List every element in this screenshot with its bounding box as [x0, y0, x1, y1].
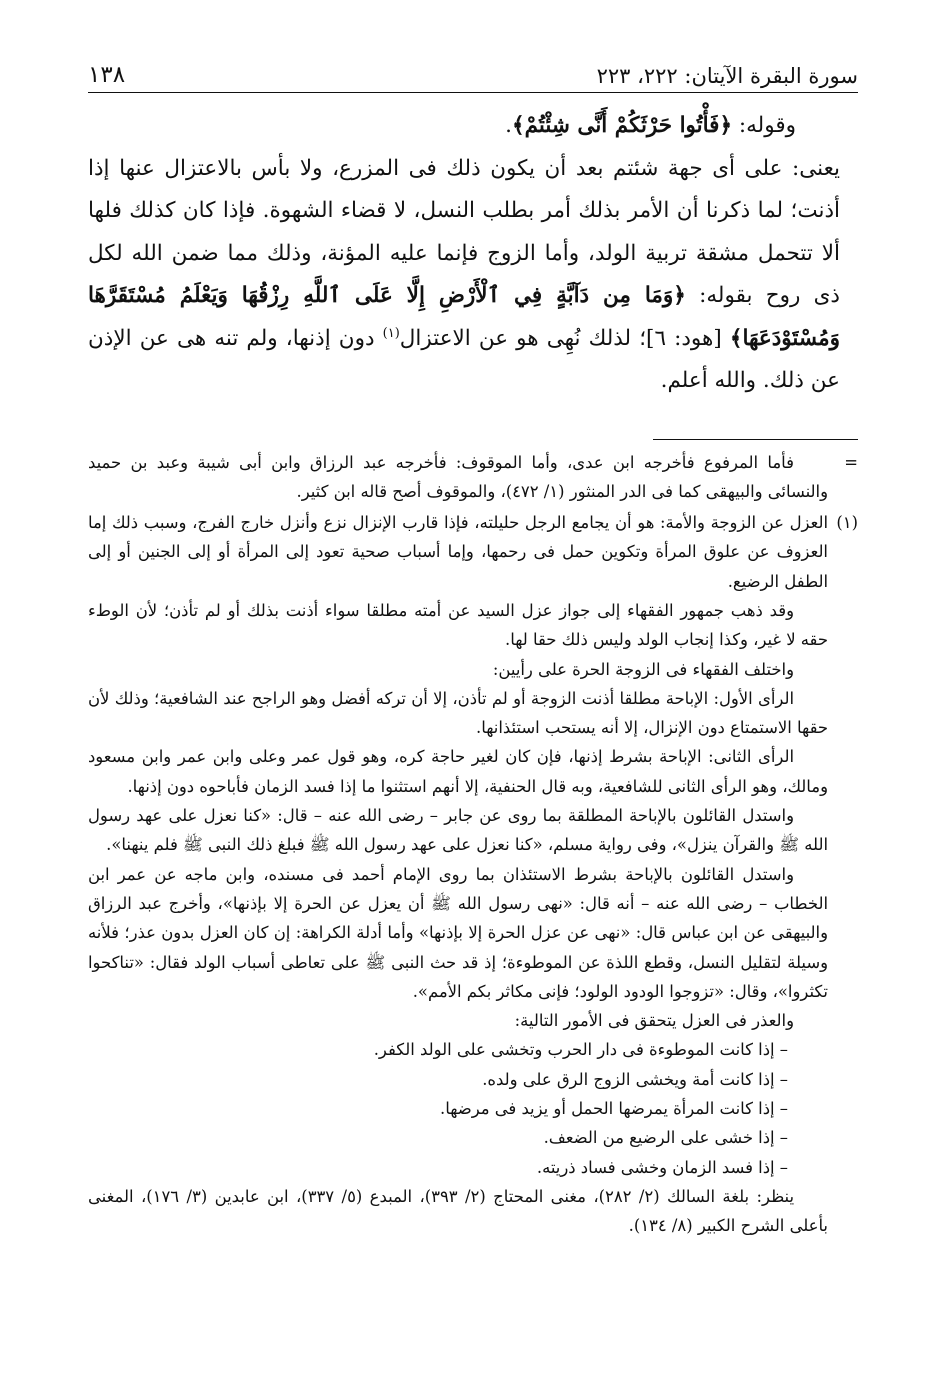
verse-reference: [هود: ٦]؛: [639, 325, 730, 351]
footnotes: [88, 448, 858, 1241]
list-item: – إذا كانت الموطوءة فى دار الحرب وتخشى على الولد الكفر.: [373, 1040, 788, 1060]
footnote-ref-1[interactable]: (١): [382, 325, 400, 341]
footnote-paragraph: واختلف الفقهاء فى الزوجة الحرة على رأيين:: [492, 659, 794, 679]
commentary-text-2: لذلك نُهِى هو عن الاعتزال: [399, 325, 632, 351]
list-item: – إذا خشى على الرضيع من الضعف.: [543, 1128, 788, 1148]
footnote-continued: [88, 448, 858, 507]
footnote-paragraph: الرأى الثانى: الإباحة بشرط إذنها، فإن كان لغير حاجة كره، وهو قول عمر وعلى وابن عمر وابن مسعود ومالك، وهو الرأى الثانى للشافعية، وبه قال الحنفية، إلا أنهم استثنوا ما إذا فسد الزمان فأباحوه دون إذنها.: [88, 747, 828, 796]
footnote-paragraph: والعذر فى العزل يتحقق فى الأمور التالية:: [514, 1011, 794, 1031]
footnote-1: [88, 508, 858, 1240]
main-text: [88, 105, 858, 403]
footnote-text: فأما المرفوع فأخرجه ابن عدى، وأما الموقوف: فأخرجه عبد الرزاق وابن أبى شيبة وعبد بن حميد والنسائى والبيهقى كما فى الدر المنثور (١/ ٤٧٢)، والموقوف أصح قاله ابن كثير.: [88, 452, 828, 501]
intro-end: .: [505, 113, 513, 138]
book-page: [88, 56, 858, 1241]
footnote-paragraph: واستدل القائلون بالإباحة بشرط الاستئذان بما روى الإمام أحمد فى مسنده، وابن ماجه عن عمر ابن الخطاب – رضى الله عنه – أنه قال: «نهى رسول الله ﷺ أن يعزل عن الحرة إلا بإذنها»، وأخرج عبد الرزاق والبيهقى عن ابن عباس قال: «نهى عن عزل الحرة إلا بإذنها» وأما أدلة الكراهة: إن كان العزل بدون عذر؛ فلأنه وسيلة لتقليل النسل، وقطع اللذة عن الموطوءة؛ إذ قد حث النبى ﷺ على تعاطى أسباب الولد فقال: «تناكحوا تكثروا»، وقال: «تزوجوا الودود الولود؛ فإنى مكاثر بكم الأمم».: [88, 864, 828, 1001]
quran-verse: ﴿فَأْتُوا حَرْثَكُمْ أَنَّى شِئْتُمْ﴾: [512, 113, 733, 138]
commentary-text-3: دون إذنها، ولم تنه هى عن الإذن عن ذلك. والله أعلم.: [88, 325, 840, 393]
footnote-paragraph: الرأى الأول: الإباحة مطلقا أذنت الزوجة أو لم تأذن، إلا أن تركه أفضل وهو الراجح عند الشافعية؛ وذلك لأن حقها الاستمتاع دون الإنزال، إلا أنه يستحب استئذانها.: [88, 688, 828, 738]
page-header: [88, 56, 858, 93]
commentary-text: يعنى: على أى جهة شئتم بعد أن يكون ذلك فى المزرع، ولا بأس بالاعتزال عنها إذا أذنت؛ لما ذكرنا أن الأمر بذلك أمر بطلب النسل، لا قضاء الشهوة. فإذا كان كذلك فلها ألا تتحمل مشقة تربية الولد، وأما الزوج فإنما عليه المؤنة، وذلك مما ضمن الله لكل ذى روح بقوله:: [88, 155, 840, 308]
list-item: – إذا كانت أمة ويخشى الزوج الرق على ولده.: [482, 1069, 788, 1089]
list-item: – إذا كانت المرأة يمرضها الحمل أو يزيد فى مرضها.: [440, 1099, 788, 1119]
running-title: سورة البقرة الآيتان: ٢٢٢، ٢٢٣: [596, 64, 858, 88]
list-item: – إذا فسد الزمان وخشى فساد ذريته.: [536, 1157, 788, 1177]
footnote-paragraph: واستدل القائلون بالإباحة المطلقة بما روى عن جابر – رضى الله عنه – قال: «كنا نعزل على عهد رسول الله ﷺ والقرآن ينزل»، وفى رواية مسلم، «كنا نعزل على عهد رسول الله ﷺ فبلغ ذلك النبى ﷺ فلم ينهنا».: [88, 806, 828, 855]
footnote-divider: [653, 439, 858, 440]
intro-text: وقوله:: [732, 113, 796, 138]
references: ينظر: بلغة السالك (٢/ ٢٨٢)، مغنى المحتاج (٢/ ٣٩٣)، المبدع (٥/ ٣٣٧)، ابن عابدين (٣/ ١٧٦)، المغنى بأعلى الشرح الكبير (٨/ ١٣٤).: [88, 1186, 828, 1236]
verse-intro-line: [88, 105, 858, 148]
page-number: ١٣٨: [88, 62, 126, 88]
quran-verse-hud: ﴿وَمَا مِن دَآبَّةٍ فِي ٱلْأَرْضِ إِلَّا عَلَى ٱللَّهِ رِزْقُهَا وَيَعْلَمُ مُسْتَقَرَّهَا وَمُسْتَوْدَعَهَا﴾: [88, 283, 840, 351]
footnote-paragraph: العزل عن الزوجة والأمة: هو أن يجامع الرجل حليلته، فإذا قارب الإنزال نزع وأنزل خارج الفرج، وسبب ذلك إما العزوف عن علوق المرأة وتكوين حمل فى رحمها، وإما أسباب صحية تعود إلى المرأة أو إلى الجنين أو إلى الطفل الرضيع.: [88, 513, 828, 591]
continuation-mark: =: [844, 452, 858, 472]
footnote-number: (١): [836, 513, 858, 533]
footnote-paragraph: وقد ذهب جمهور الفقهاء إلى جواز عزل السيد عن أمته مطلقا سواء أذنت بذلك أو لم تأذن؛ لأن الوطء حقه لا غير، وكذا إنجاب الولد وليس ذلك حقا لها.: [88, 600, 828, 650]
commentary-paragraph: [88, 148, 858, 403]
